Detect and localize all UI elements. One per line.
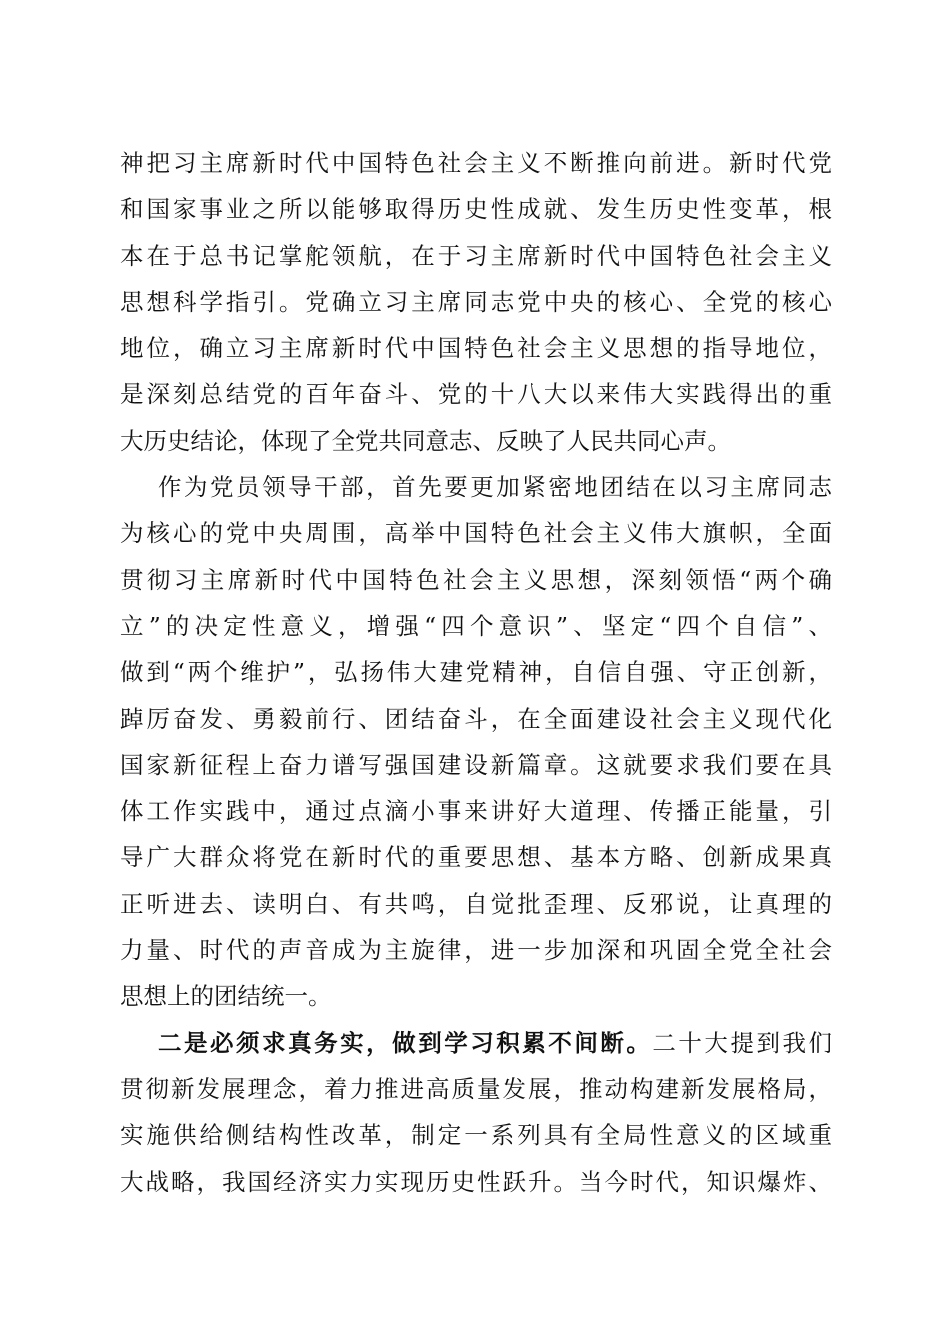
- heading-continuation: 二十大提到我们: [652, 1028, 833, 1057]
- text-line: 为核心的党中央周围，高举中国特色社会主义伟大旗帜，全面: [120, 519, 832, 548]
- text-line: 国家新征程上奋力谱写强国建设新篇章。这就要求我们要在具: [120, 750, 832, 779]
- text-line: 导广大群众将党在新时代的重要思想、基本方略、创新成果真: [120, 843, 832, 872]
- text-line: 和国家事业之所以能够取得历史性成就、发生历史性变革，根: [120, 195, 832, 224]
- text-line: 思想上的团结统一。: [120, 982, 332, 1011]
- text-line: 地位，确立习主席新时代中国特色社会主义思想的指导地位，: [120, 334, 832, 363]
- text-line: 贯彻新发展理念，着力推进高质量发展，推动构建新发展格局，: [120, 1074, 832, 1103]
- text-line: 作为党员领导干部，首先要更加紧密地团结在以习主席同志: [158, 473, 832, 502]
- text-line: 大历史结论，体现了全党共同意志、反映了人民共同心声。: [120, 426, 731, 455]
- text-line: 贯彻习主席新时代中国特色社会主义思想，深刻领悟“两个确: [120, 565, 832, 594]
- paragraph-3: [120, 1020, 832, 1205]
- text-line: 实施供给侧结构性改革，制定一系列具有全局性意义的区域重: [120, 1121, 832, 1150]
- text-line: 正听进去、读明白、有共鸣，自觉批歪理、反邪说，让真理的: [120, 889, 832, 918]
- section-heading: 二是必须求真务实，做到学习积累不间断。: [158, 1028, 653, 1057]
- text-line: 踔厉奋发、勇毅前行、团结奋斗，在全面建设社会主义现代化: [120, 704, 832, 733]
- text-line: 是深刻总结党的百年奋斗、党的十八大以来伟大实践得出的重: [120, 380, 832, 409]
- text-line: 神把习主席新时代中国特色社会主义不断推向前进。新时代党: [120, 149, 832, 177]
- text-line: 力量、时代的声音成为主旋律，进一步加深和巩固全党全社会: [120, 936, 832, 965]
- paragraph-2: [120, 464, 832, 1020]
- paragraph-1: [120, 140, 832, 464]
- text-line: 大战略，我国经济实力实现历史性跃升。当今时代，知识爆炸、: [120, 1167, 832, 1196]
- text-line: 做到“两个维护”，弘扬伟大建党精神，自信自强、守正创新，: [120, 658, 832, 687]
- text-line: 思想科学指引。党确立习主席同志党中央的核心、全党的核心: [120, 287, 832, 316]
- document-body: [120, 140, 832, 1205]
- text-line: 本在于总书记掌舵领航，在于习主席新时代中国特色社会主义: [120, 241, 832, 270]
- text-line: [120, 1020, 832, 1066]
- text-line: 体工作实践中，通过点滴小事来讲好大道理、传播正能量，引: [120, 797, 832, 826]
- text-line: 立”的决定性意义，增强“四个意识”、坚定“四个自信”、: [120, 611, 832, 640]
